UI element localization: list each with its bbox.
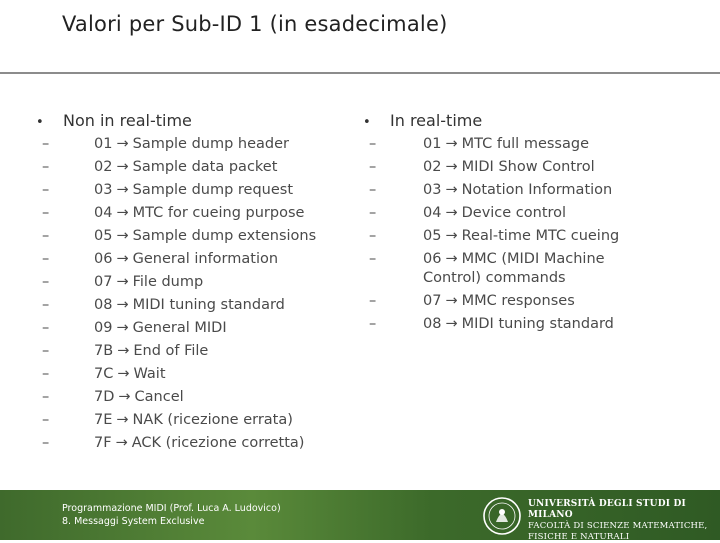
arrow-icon: → — [116, 274, 129, 290]
arrow-icon: → — [116, 228, 129, 244]
list-item-text — [423, 227, 663, 246]
list-item — [36, 365, 336, 384]
dash-icon: – — [369, 251, 377, 267]
left-list — [36, 135, 336, 453]
list-item-text — [94, 273, 336, 292]
dash-icon: – — [42, 435, 50, 451]
list-item-text — [423, 181, 663, 200]
dash-icon: – — [369, 205, 377, 221]
item-label: MIDI Show Control — [461, 159, 595, 175]
arrow-icon: → — [445, 182, 458, 198]
arrow-icon: → — [116, 412, 129, 428]
hex-code: 05 — [94, 228, 113, 244]
list-item — [36, 434, 336, 453]
item-label: Sample dump extensions — [132, 228, 317, 244]
dash-icon: – — [42, 412, 50, 428]
list-item-text — [94, 411, 336, 430]
list-item-text — [94, 365, 336, 384]
dash-icon: – — [369, 293, 377, 309]
arrow-icon: → — [116, 182, 129, 198]
dash-icon: – — [369, 159, 377, 175]
list-item — [36, 227, 336, 246]
arrow-icon: → — [116, 159, 129, 175]
item-label: NAK (ricezione errata) — [132, 412, 293, 428]
item-label: Real-time MTC cueing — [461, 228, 620, 244]
arrow-icon: → — [445, 316, 458, 332]
arrow-icon: → — [117, 343, 130, 359]
list-item — [363, 250, 663, 288]
list-item — [36, 204, 336, 223]
hex-code: 07 — [94, 274, 113, 290]
list-item — [36, 273, 336, 292]
hex-code: 07 — [423, 293, 442, 309]
arrow-icon: → — [115, 435, 128, 451]
footer-chapter: 8. Messaggi System Exclusive — [62, 516, 205, 527]
list-item-text — [423, 315, 663, 334]
arrow-icon: → — [445, 251, 458, 267]
item-label: Cancel — [134, 389, 184, 405]
item-label: MMC (MIDI Machine Control) commands — [423, 251, 605, 286]
item-label: MTC full message — [461, 136, 589, 152]
item-label: File dump — [132, 274, 204, 290]
arrow-icon: → — [445, 205, 458, 221]
list-item — [363, 181, 663, 200]
dash-icon: – — [42, 228, 50, 244]
list-item — [363, 135, 663, 154]
title-divider — [0, 72, 720, 74]
item-label: End of File — [133, 343, 209, 359]
list-item-text — [94, 319, 336, 338]
dash-icon: – — [42, 182, 50, 198]
arrow-icon: → — [445, 159, 458, 175]
bullet-icon: • — [363, 115, 371, 130]
arrow-icon: → — [116, 205, 129, 221]
arrow-icon: → — [117, 366, 130, 382]
university-name — [528, 499, 720, 543]
dash-icon: – — [42, 159, 50, 175]
item-label: Sample dump header — [132, 136, 290, 152]
dash-icon: – — [369, 316, 377, 332]
hex-code: 03 — [423, 182, 442, 198]
hex-code: 04 — [423, 205, 442, 221]
right-column — [363, 111, 663, 338]
slide-title: Valori per Sub-ID 1 (in esadecimale) — [62, 12, 448, 36]
list-item-text — [423, 250, 663, 288]
item-label: MMC responses — [461, 293, 575, 309]
list-item — [36, 319, 336, 338]
list-item — [363, 292, 663, 311]
arrow-icon: → — [116, 136, 129, 152]
dash-icon: – — [369, 182, 377, 198]
footer-text — [62, 502, 281, 528]
right-heading-row — [363, 111, 663, 133]
hex-code: 7F — [94, 435, 112, 451]
university-seal-icon — [482, 496, 522, 536]
hex-code: 7C — [94, 366, 114, 382]
footer-course: Programmazione MIDI (Prof. Luca A. Ludovico) — [62, 503, 281, 514]
list-item-text — [94, 204, 336, 223]
list-item — [36, 388, 336, 407]
hex-code: 7E — [94, 412, 113, 428]
hex-code: 7D — [94, 389, 115, 405]
dash-icon: – — [42, 136, 50, 152]
list-item — [363, 158, 663, 177]
item-label: Sample data packet — [132, 159, 278, 175]
hex-code: 01 — [94, 136, 113, 152]
list-item-text — [94, 158, 336, 177]
dash-icon: – — [42, 297, 50, 313]
bullet-icon: • — [36, 115, 44, 130]
arrow-icon: → — [116, 297, 129, 313]
arrow-icon: → — [116, 320, 129, 336]
hex-code: 04 — [94, 205, 113, 221]
hex-code: 08 — [94, 297, 113, 313]
list-item-text — [94, 342, 336, 361]
item-label: Notation Information — [461, 182, 613, 198]
list-item — [36, 411, 336, 430]
hex-code: 06 — [423, 251, 442, 267]
item-label: Sample dump request — [132, 182, 294, 198]
item-label: Device control — [461, 205, 567, 221]
dash-icon: – — [369, 228, 377, 244]
list-item — [36, 135, 336, 154]
list-item-text — [94, 227, 336, 246]
right-heading: In real-time — [390, 111, 483, 130]
dash-icon: – — [42, 320, 50, 336]
left-column — [36, 111, 336, 457]
dash-icon: – — [42, 251, 50, 267]
list-item-text — [423, 158, 663, 177]
list-item — [363, 315, 663, 334]
dash-icon: – — [42, 274, 50, 290]
dash-icon: – — [42, 205, 50, 221]
item-label: General information — [132, 251, 279, 267]
university-line3: FISICHE E NATURALI — [528, 532, 630, 542]
item-label: MIDI tuning standard — [461, 316, 614, 332]
item-label: ACK (ricezione corretta) — [131, 435, 305, 451]
arrow-icon: → — [118, 389, 131, 405]
list-item-text — [423, 204, 663, 223]
dash-icon: – — [42, 366, 50, 382]
list-item-text — [94, 135, 336, 154]
arrow-icon: → — [445, 136, 458, 152]
left-heading: Non in real-time — [63, 111, 192, 130]
hex-code: 02 — [94, 159, 113, 175]
list-item-text — [94, 250, 336, 269]
hex-code: 08 — [423, 316, 442, 332]
dash-icon: – — [42, 343, 50, 359]
item-label: MIDI tuning standard — [132, 297, 285, 313]
hex-code: 01 — [423, 136, 442, 152]
hex-code: 03 — [94, 182, 113, 198]
hex-code: 05 — [423, 228, 442, 244]
item-label: MTC for cueing purpose — [132, 205, 305, 221]
hex-code: 02 — [423, 159, 442, 175]
list-item-text — [94, 388, 336, 407]
list-item — [36, 342, 336, 361]
hex-code: 7B — [94, 343, 114, 359]
hex-code: 09 — [94, 320, 113, 336]
university-line2: FACOLTÀ DI SCIENZE MATEMATICHE, — [528, 521, 708, 531]
list-item — [363, 204, 663, 223]
item-label: Wait — [133, 366, 166, 382]
arrow-icon: → — [116, 251, 129, 267]
hex-code: 06 — [94, 251, 113, 267]
list-item-text — [423, 292, 663, 311]
list-item — [363, 227, 663, 246]
left-heading-row — [36, 111, 336, 133]
university-line1: UNIVERSITÀ DEGLI STUDI DI MILANO — [528, 499, 686, 520]
list-item — [36, 250, 336, 269]
list-item — [36, 158, 336, 177]
dash-icon: – — [42, 389, 50, 405]
list-item — [36, 296, 336, 315]
arrow-icon: → — [445, 293, 458, 309]
list-item — [36, 181, 336, 200]
list-item-text — [94, 434, 336, 453]
arrow-icon: → — [445, 228, 458, 244]
list-item-text — [94, 296, 336, 315]
list-item-text — [94, 181, 336, 200]
item-label: General MIDI — [132, 320, 227, 336]
list-item-text — [423, 135, 663, 154]
right-list — [363, 135, 663, 334]
dash-icon: – — [369, 136, 377, 152]
